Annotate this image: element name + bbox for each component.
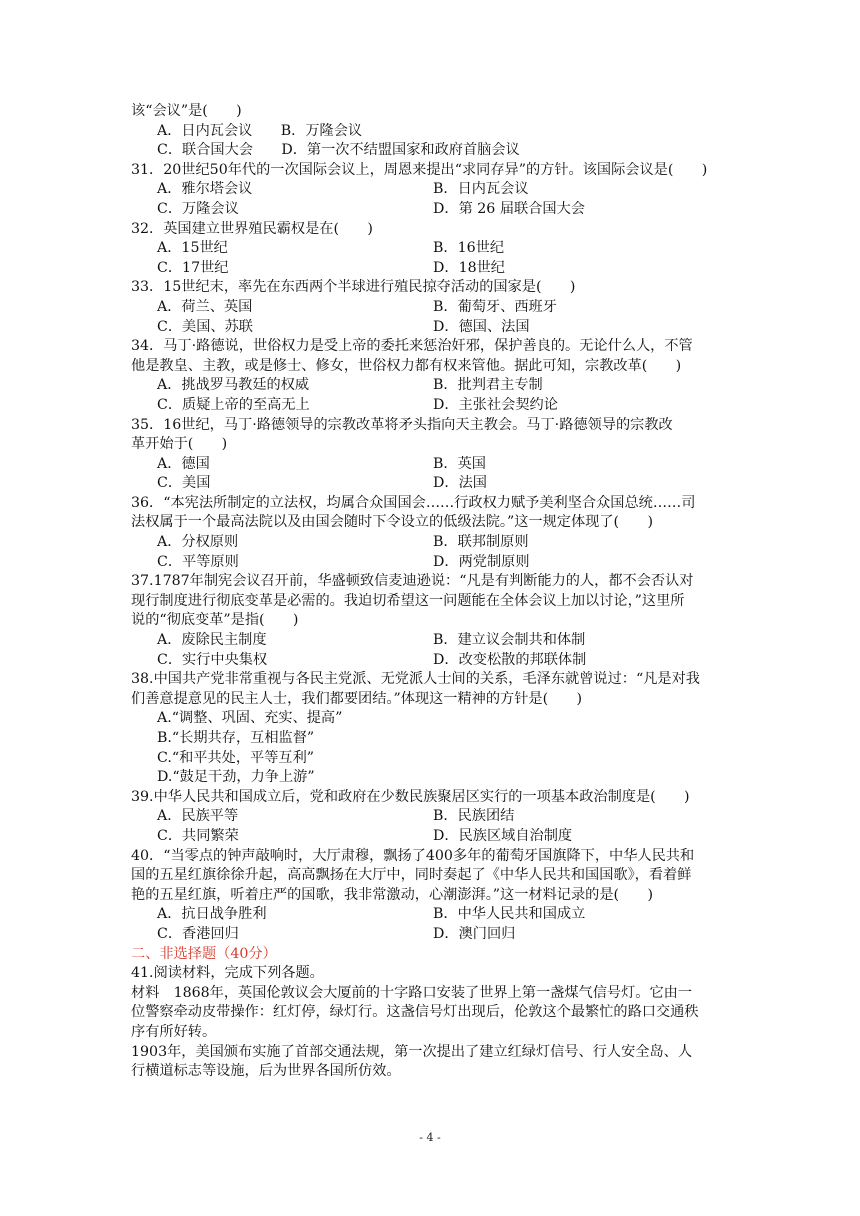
- option-a: A.“调整、巩固、充实、提高”: [157, 710, 343, 727]
- option-b: B．葡萄牙、西班牙: [433, 298, 557, 315]
- question-31: 31．20世纪50年代的一次国际会议上，周恩来提出“求同存异”的方针。该国际会议是( ): [131, 161, 708, 178]
- question-40-cont: 艳的五星红旗，听着庄严的国歌，我非常激动，心潮澎湃。”这一材料记录的是( ): [131, 886, 653, 903]
- option-c: C．质疑上帝的至高无上: [157, 396, 310, 413]
- option-d: D．德国、法国: [433, 318, 530, 335]
- option-a: A．抗日战争胜利: [157, 906, 267, 923]
- option-c: C．万隆会议: [157, 200, 239, 217]
- material-paragraph: 序有所好转。: [131, 1023, 217, 1040]
- option-row: [131, 474, 731, 494]
- question-34-cont: 他是教皇、主教，或是修士、修女，世俗权力都有权来管他。据此可知，宗教改革( ): [131, 357, 682, 374]
- option-line: A．日内瓦会议 B．万隆会议: [157, 122, 363, 139]
- option-c: C．17世纪: [157, 259, 229, 276]
- option-a: A．分权原则: [157, 534, 239, 551]
- question-35: 35．16世纪，马丁·路德领导的宗教改革将矛头指向天主教会。马丁·路德领导的宗教改: [131, 416, 673, 433]
- option-a: A．荷兰、英国: [157, 298, 253, 315]
- question-33: 33．15世纪末，率先在东西两个半球进行殖民掠夺活动的国家是( ): [131, 279, 576, 296]
- option-b: B．中华人民共和国成立: [433, 906, 586, 923]
- option-c: C．共同繁荣: [157, 827, 239, 844]
- option-row: [131, 298, 731, 318]
- question-41: 41.阅读材料，完成下列各题。: [131, 965, 324, 982]
- question-37-cont: 说的“彻底变革”是指( ): [131, 612, 299, 629]
- option-b: B．16世纪: [433, 240, 505, 257]
- option-b: B．日内瓦会议: [433, 181, 529, 198]
- option-a: A．废除民主制度: [157, 632, 267, 649]
- option-d: D．主张社会契约论: [433, 396, 558, 413]
- material-paragraph: 行横道标志等设施，后为世界各国所仿效。: [131, 1063, 401, 1080]
- option-row: [131, 239, 731, 259]
- option-d: D．澳门回归: [433, 925, 516, 942]
- question-36: 36．“本宪法所制定的立法权，均属合众国国会……行政权力赋予美利坚合众国总统……司: [131, 494, 696, 511]
- option-row: [131, 318, 731, 338]
- option-b: B．英国: [433, 455, 486, 472]
- option-c: C．实行中央集权: [157, 651, 268, 668]
- option-row: [131, 905, 731, 925]
- option-a: A．挑战罗马教廷的权威: [157, 377, 310, 394]
- option-line: C．联合国大会 D．第一次不结盟国家和政府首脑会议: [157, 142, 520, 159]
- question-39: 39.中华人民共和国成立后，党和政府在少数民族聚居区实行的一项基本政治制度是( ): [131, 788, 690, 805]
- option-row: [131, 807, 731, 827]
- option-b: B．建立议会制共和体制: [433, 632, 586, 649]
- option-c: C.“和平共处，平等互利”: [157, 749, 315, 766]
- option-a: A．15世纪: [157, 240, 228, 257]
- material-paragraph: 材料 1868年，英国伦敦议会大厦前的十字路口安装了世界上第一盏煤气信号灯。它由一: [131, 984, 693, 1001]
- material-paragraph: 位警察牵动皮带操作：红灯停，绿灯行。这盏信号灯出现后，伦敦这个最繁忙的路口交通秩: [131, 1004, 699, 1021]
- option-row: [131, 180, 731, 200]
- question-38: 38.中国共产党非常重视与各民主党派、无党派人士间的关系，毛泽东就曾说过：“凡是对我: [131, 671, 700, 688]
- option-d: D.“鼓足干劲，力争上游”: [157, 769, 315, 786]
- option-a: A．德国: [157, 455, 210, 472]
- question-37: 37.1787年制宪会议召开前，华盛顿致信麦迪逊说：“凡是有判断能力的人，都不会否认对: [131, 573, 694, 590]
- question-38-cont: 们善意提意见的民主人士，我们都要团结。”体现这一精神的方针是( ): [131, 690, 583, 707]
- option-row: [131, 533, 731, 553]
- option-d: D．第 26 届联合国大会: [433, 200, 585, 217]
- question-40-cont: 国的五星红旗徐徐升起，高高飘扬在大厅中，同时奏起了《中华人民共和国国歌》，看着鲜: [131, 867, 692, 884]
- material-paragraph: 1903年，美国颁布实施了首部交通法规，第一次提出了建立红绿灯信号、行人安全岛、人: [131, 1043, 693, 1060]
- option-b: B．批判君主专制: [433, 377, 543, 394]
- option-row: [131, 396, 731, 416]
- option-row: [131, 631, 731, 651]
- option-d: D．改变松散的邦联体制: [433, 651, 587, 668]
- option-row: [131, 827, 731, 847]
- question-37-cont: 现行制度进行彻底变革是必需的。我迫切希望这一问题能在全体会议上加以讨论，”这里所: [131, 592, 685, 609]
- option-c: C．美国、苏联: [157, 318, 253, 335]
- option-b: B.“长期共存，互相监督”: [157, 730, 315, 746]
- section-heading: 二、非选择题（40分）: [131, 945, 277, 962]
- exam-page-body: [131, 102, 731, 1082]
- option-row: [131, 200, 731, 220]
- option-row: [131, 925, 731, 945]
- option-c: C．美国: [157, 475, 211, 492]
- option-a: A．民族平等: [157, 808, 239, 825]
- question-40: 40．“当零点的钟声敲响时，大厅肃穆，飘扬了400多年的葡萄牙国旗降下，中华人民共和: [131, 847, 695, 864]
- option-row: [131, 553, 731, 573]
- option-b: B．民族团结: [433, 808, 515, 825]
- question-34: 34．马丁·路德说，世俗权力是受上帝的委托来惩治奸邪，保护善良的。无论什么人，不管: [131, 338, 693, 355]
- option-row: [131, 651, 731, 671]
- option-d: D．民族区域自治制度: [433, 827, 573, 844]
- option-a: A．雅尔塔会议: [157, 181, 253, 198]
- option-d: D．两党制原则: [433, 553, 530, 570]
- question-35-cont: 革开始于( ): [131, 436, 228, 453]
- option-c: C．平等原则: [157, 553, 239, 570]
- question-36-cont: 法权属于一个最高法院以及由国会随时下令设立的低级法院。”这一规定体现了( ): [131, 514, 653, 531]
- option-c: C．香港回归: [157, 925, 239, 942]
- question-32: 32．英国建立世界殖民霸权是在( ): [131, 220, 373, 237]
- option-d: D．法国: [433, 475, 487, 492]
- option-row: [131, 259, 731, 279]
- option-row: [131, 376, 731, 396]
- option-b: B．联邦制原则: [433, 534, 529, 551]
- option-row: [131, 455, 731, 475]
- option-d: D．18世纪: [433, 259, 505, 276]
- question-stem-line: 该“会议”是( ): [131, 103, 242, 119]
- page-number: - 4 -: [419, 1131, 441, 1144]
